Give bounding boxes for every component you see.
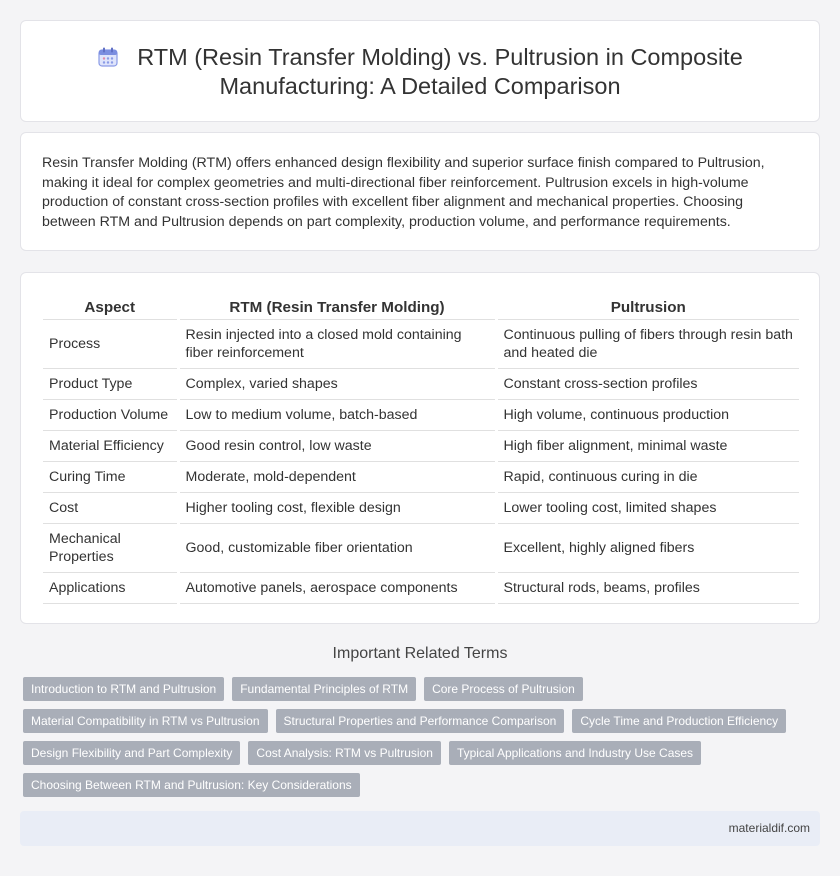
- row-aspect: Applications: [43, 572, 178, 603]
- related-term-tag[interactable]: Fundamental Principles of RTM: [232, 677, 416, 701]
- title-line-2: Manufacturing: A Detailed Comparison: [219, 73, 621, 99]
- row-pultrusion: Continuous pulling of fibers through resin bath and heated die: [496, 319, 799, 368]
- related-term-tag[interactable]: Choosing Between RTM and Pultrusion: Key Considerations: [23, 773, 360, 797]
- row-pultrusion: Structural rods, beams, profiles: [496, 572, 799, 603]
- row-pultrusion: Constant cross-section profiles: [496, 368, 799, 399]
- row-aspect: Cost: [43, 492, 178, 523]
- related-term-tag[interactable]: Structural Properties and Performance Comparison: [276, 709, 565, 733]
- calendar-icon: [97, 46, 119, 68]
- page-title: [21, 43, 819, 101]
- row-pultrusion: High volume, continuous production: [496, 399, 799, 430]
- related-term-tag[interactable]: Typical Applications and Industry Use Cases: [449, 741, 701, 765]
- table-row: [43, 368, 799, 399]
- tag-row: [23, 741, 823, 765]
- tag-row: [23, 709, 823, 733]
- row-pultrusion: High fiber alignment, minimal waste: [496, 430, 799, 461]
- row-pultrusion: Rapid, continuous curing in die: [496, 461, 799, 492]
- title-line-1: RTM (Resin Transfer Molding) vs. Pultrusion in Composite: [137, 44, 743, 70]
- row-aspect: Product Type: [43, 368, 178, 399]
- table-header-row: [43, 297, 799, 319]
- header-pultrusion: Pultrusion: [496, 297, 799, 319]
- related-term-tag[interactable]: Cycle Time and Production Efficiency: [572, 709, 786, 733]
- row-pultrusion: Excellent, highly aligned fibers: [496, 523, 799, 572]
- related-term-tag[interactable]: Cost Analysis: RTM vs Pultrusion: [248, 741, 441, 765]
- row-rtm: Moderate, mold-dependent: [178, 461, 496, 492]
- table-row: [43, 319, 799, 368]
- related-term-tag[interactable]: Material Compatibility in RTM vs Pultrusion: [23, 709, 268, 733]
- tag-row: [23, 677, 823, 701]
- related-terms-heading: Important Related Terms: [332, 645, 508, 662]
- row-rtm: Low to medium volume, batch-based: [178, 399, 496, 430]
- related-terms-list: [23, 677, 823, 805]
- table-row: [43, 572, 799, 603]
- row-aspect: Process: [43, 319, 178, 368]
- row-rtm: Automotive panels, aerospace components: [178, 572, 496, 603]
- table-row: [43, 523, 799, 572]
- tag-row: [23, 773, 823, 797]
- row-rtm: Resin injected into a closed mold containing fiber reinforcement: [178, 319, 496, 368]
- row-aspect: Curing Time: [43, 461, 178, 492]
- comparison-table: [43, 297, 799, 604]
- intro-paragraph: Resin Transfer Molding (RTM) offers enhanced design flexibility and superior surface finish compared to Pultrusion, making it ideal for complex geometries and multi-directional fiber reinforcement. Pultrusion excels in high-volume production of constant cross-section profiles with excellent fiber alignment and mechanical properties. Choosing between RTM and Pultrusion depends on part complexity, production volume, and performance requirements.: [42, 155, 765, 230]
- table-row: [43, 399, 799, 430]
- row-aspect: Production Volume: [43, 399, 178, 430]
- row-rtm: Good, customizable fiber orientation: [178, 523, 496, 572]
- table-row: [43, 461, 799, 492]
- intro-card: [20, 132, 820, 251]
- row-rtm: Complex, varied shapes: [178, 368, 496, 399]
- footer-site-link[interactable]: materialdif.com: [728, 821, 810, 835]
- footer: [20, 811, 820, 846]
- row-aspect: Mechanical Properties: [43, 523, 178, 572]
- row-pultrusion: Lower tooling cost, limited shapes: [496, 492, 799, 523]
- row-rtm: Good resin control, low waste: [178, 430, 496, 461]
- related-term-tag[interactable]: Introduction to RTM and Pultrusion: [23, 677, 224, 701]
- header-rtm: RTM (Resin Transfer Molding): [178, 297, 496, 319]
- row-rtm: Higher tooling cost, flexible design: [178, 492, 496, 523]
- header-aspect: Aspect: [43, 297, 178, 319]
- related-term-tag[interactable]: Core Process of Pultrusion: [424, 677, 583, 701]
- comparison-card: [20, 272, 820, 624]
- related-term-tag[interactable]: Design Flexibility and Part Complexity: [23, 741, 240, 765]
- table-row: [43, 492, 799, 523]
- table-row: [43, 430, 799, 461]
- row-aspect: Material Efficiency: [43, 430, 178, 461]
- title-card: [20, 20, 820, 122]
